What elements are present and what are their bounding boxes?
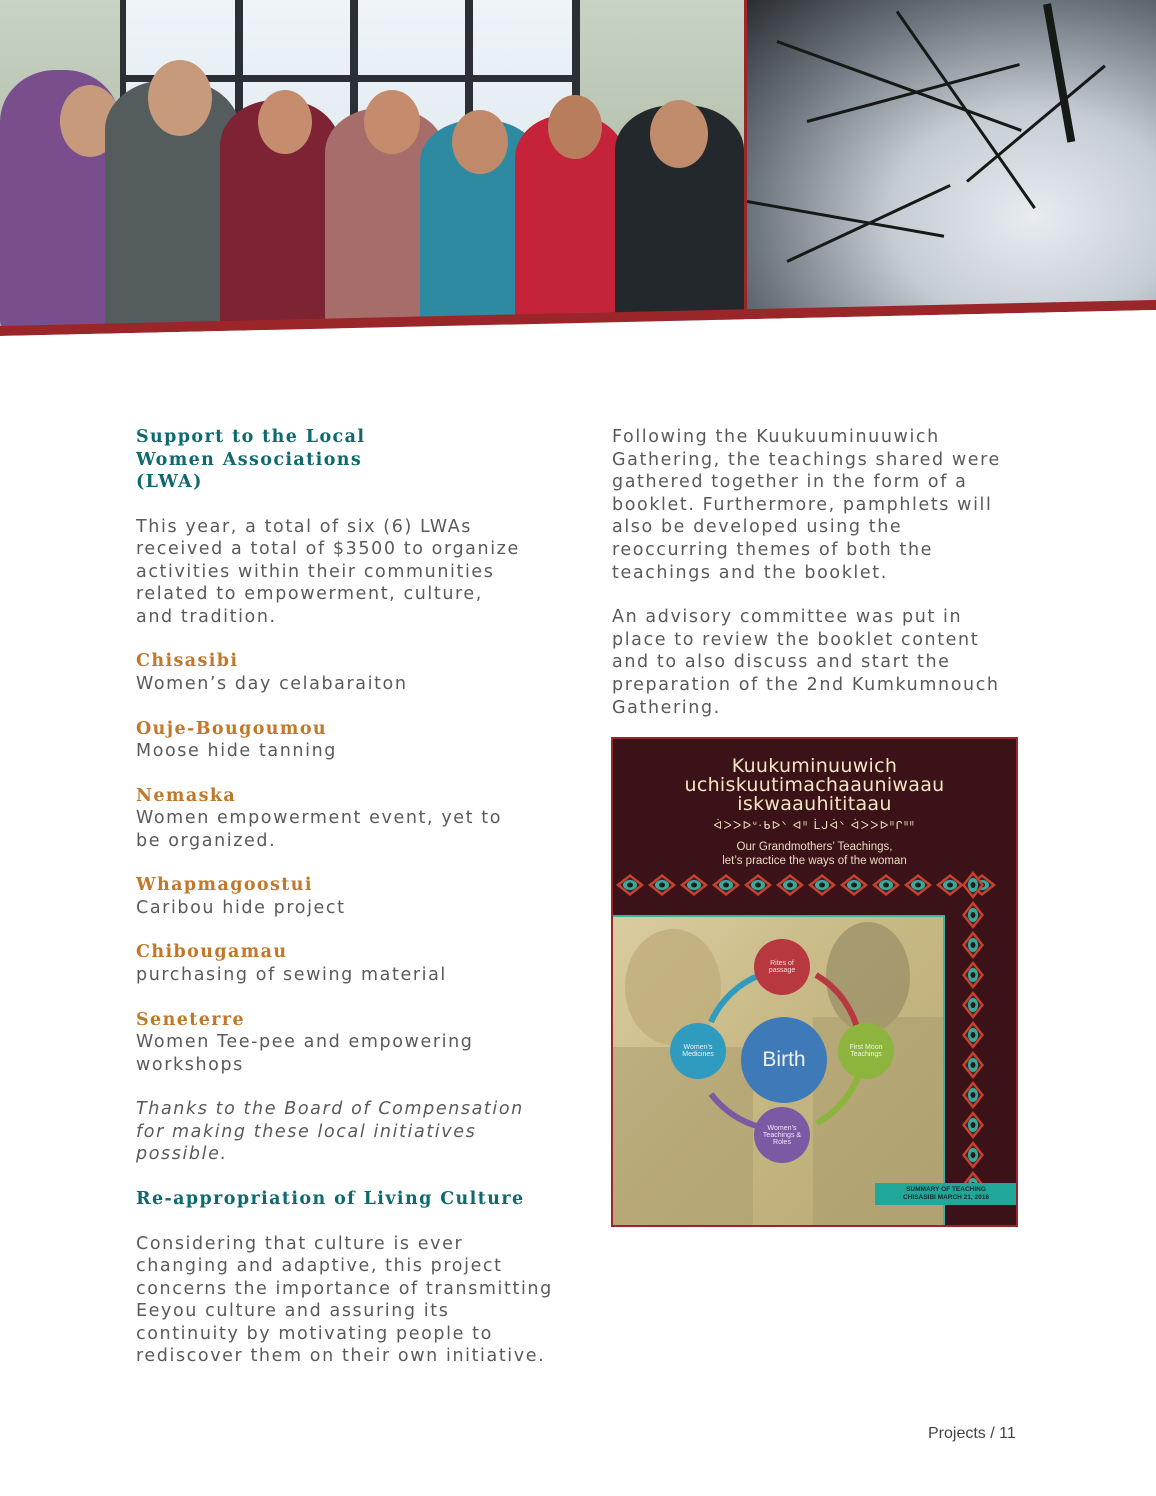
first-moon-label: First Moon Teachings <box>849 1044 883 1058</box>
rites-node <box>754 939 810 995</box>
rites-label: Rites of passage <box>768 960 796 974</box>
teachings-node <box>754 1107 810 1163</box>
lwa-heading: Support to the Local Women Associations (LWA) <box>136 427 366 492</box>
beadwork-pattern-row <box>613 873 987 899</box>
first-moon-node <box>838 1023 894 1079</box>
summary-badge <box>875 1183 1017 1205</box>
community-activity: Women empowerment event, yet to be organized. <box>136 808 503 851</box>
beadwork-diamond <box>679 873 709 897</box>
left-column <box>136 426 566 1368</box>
beadwork-diamond <box>961 870 985 900</box>
cover-subtitle-line: let’s practice the ways of the woman <box>722 855 907 867</box>
thanks-note: Thanks to the Board of Compensation for making these local initiatives possible. <box>136 1099 524 1165</box>
summary-line: CHISASIBI MARCH 21, 2016 <box>903 1193 989 1201</box>
beadwork-diamond <box>839 873 869 897</box>
beadwork-diamond <box>807 873 837 897</box>
beadwork-diamond <box>871 873 901 897</box>
community-activity: Moose hide tanning <box>136 741 337 762</box>
cover-title-line: uchiskuutimachaauniwaau <box>684 774 945 796</box>
beadwork-diamond <box>743 873 773 897</box>
culture-heading: Re-appropriation of Living Culture <box>136 1189 525 1209</box>
community-activity: Caribou hide project <box>136 897 346 918</box>
beadwork-diamond <box>961 1140 985 1170</box>
teachings-label: Women’s Teachings & Roles <box>762 1124 802 1146</box>
community-name: Seneterre <box>136 1009 246 1030</box>
cover-title-line: iskwaauhititaau <box>737 793 892 815</box>
elders-photo <box>613 915 945 1227</box>
committee-paragraph: An advisory committee was put in place to review the booklet content and to also discuss and start the preparation of the 2nd Kumkumnouch Gathering. <box>612 607 1000 718</box>
community-activity: Women’s day celabaraiton <box>136 673 408 694</box>
community-activity: purchasing of sewing material <box>136 964 447 985</box>
beadwork-diamond <box>903 873 933 897</box>
beadwork-diamond <box>775 873 805 897</box>
beadwork-diamond <box>961 1020 985 1050</box>
cover-title <box>613 757 1016 814</box>
beadwork-pattern-column <box>958 873 986 1223</box>
page-footer: Projects / 11 <box>928 1425 1016 1442</box>
beadwork-diamond <box>961 990 985 1020</box>
beadwork-diamond <box>961 1050 985 1080</box>
lwa-intro: This year, a total of six (6) LWAs received a total of $3500 to organize activities within their communities related to empowerment, culture, and tradition. <box>136 516 520 627</box>
cover-subtitle-line: Our Grandmothers’ Teachings, <box>736 841 893 853</box>
beadwork-diamond <box>647 873 677 897</box>
culture-text: Considering that culture is ever changing and adaptive, this project concerns the importance of transmitting Eeyou culture and assuring its continuity by motivating people to rediscover them on their own initiative. <box>136 1233 553 1367</box>
community-name: Chisasibi <box>136 651 239 672</box>
booklet-cover-image <box>611 737 1018 1227</box>
right-column <box>612 426 1032 719</box>
booklet-paragraph: Following the Kuukuuminuuwich Gathering, the teachings shared were gathered together in the form of a booklet. Furthermore, pamphlets will also be developed using the reoccurring themes of both the teachings and the booklet. <box>612 427 1001 583</box>
beadwork-diamond <box>961 1080 985 1110</box>
community-name: Whapmagoostui <box>136 875 313 896</box>
red-divider-band <box>0 0 1156 340</box>
cover-syllabics: ᐋᐳᐳᐅᐡ·ᑲᐅᐠ ᐊᐦ ᒫᒍᐋᐠ ᐋᐳᐳᐅᐦᒋᐦᐦ <box>713 819 916 832</box>
community-name: Chibougamau <box>136 942 288 963</box>
beadwork-diamond <box>961 930 985 960</box>
cover-subtitle <box>613 840 1016 868</box>
beadwork-diamond <box>961 960 985 990</box>
birth-circle <box>741 1017 827 1103</box>
birth-label: Birth <box>762 1048 806 1071</box>
medicines-label: Women’s Medicines <box>682 1044 714 1058</box>
medicines-node <box>670 1023 726 1079</box>
community-activity: Women Tee-pee and empowering workshops <box>136 1032 474 1075</box>
beadwork-diamond <box>615 873 645 897</box>
community-name: Ouje-Bougoumou <box>136 718 328 739</box>
photo-banner <box>0 0 1156 340</box>
community-name: Nemaska <box>136 785 237 806</box>
cover-title-line: Kuukuminuuwich <box>731 755 898 777</box>
beadwork-diamond <box>961 1110 985 1140</box>
summary-line: SUMMARY OF TEACHING <box>906 1186 986 1193</box>
beadwork-diamond <box>961 900 985 930</box>
beadwork-diamond <box>711 873 741 897</box>
